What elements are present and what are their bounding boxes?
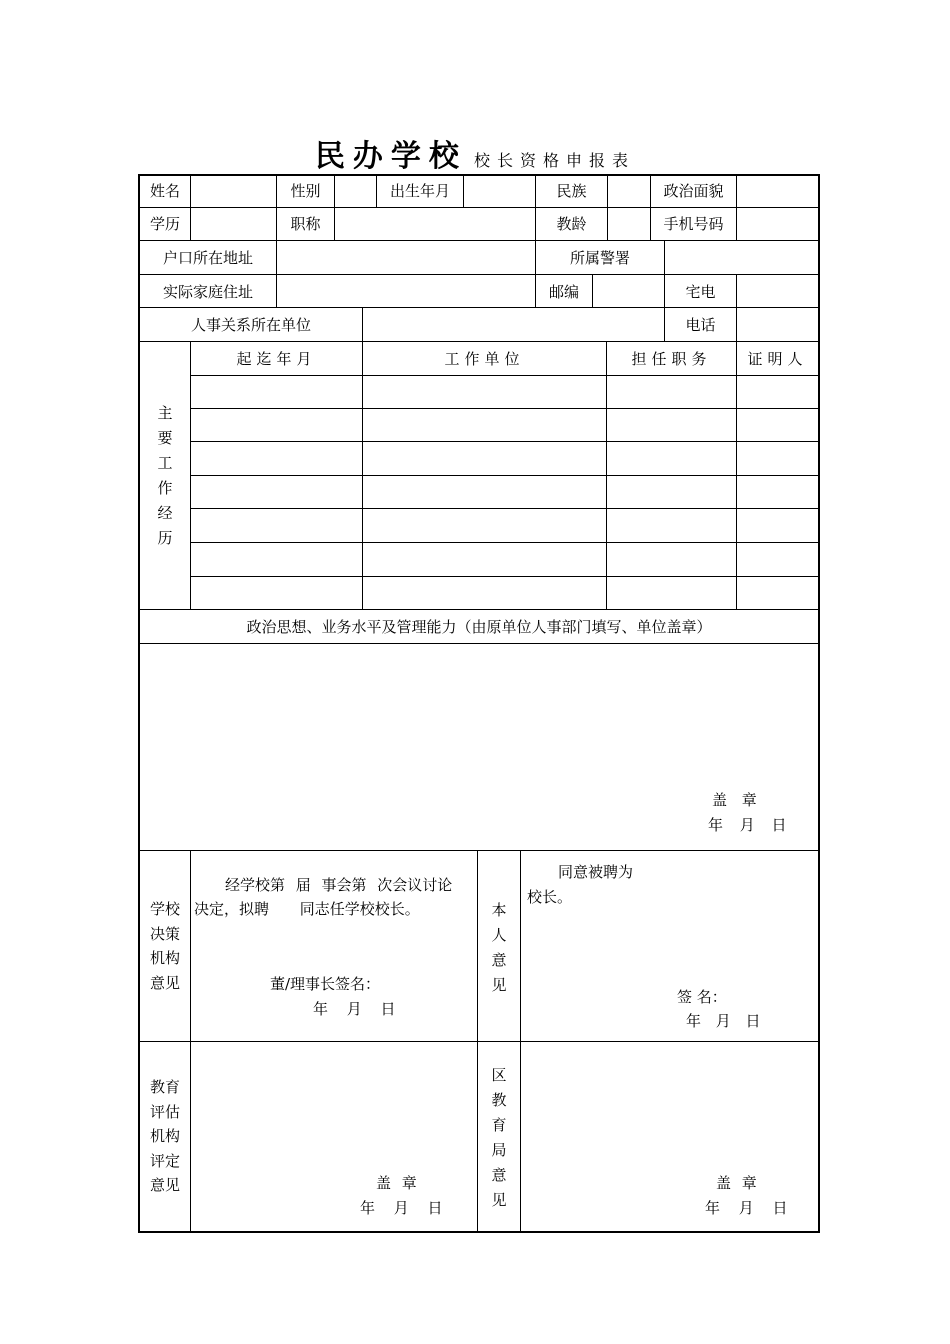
vline bbox=[606, 342, 607, 609]
evaluation-date: 年 月 日 bbox=[360, 1199, 443, 1217]
form-title bbox=[0, 131, 950, 175]
label-title: 职称 bbox=[290, 215, 321, 233]
vline bbox=[362, 308, 363, 341]
label-teaching-years: 教龄 bbox=[556, 215, 587, 233]
title-main: 民办学校 bbox=[314, 139, 467, 174]
label-political: 政治面貌 bbox=[663, 182, 724, 200]
header-witness: 证明人 bbox=[747, 350, 808, 368]
district-bureau-seal: 盖 章 bbox=[716, 1174, 760, 1192]
assessment-seal: 盖 章 bbox=[712, 791, 760, 809]
header-period: 起迄年月 bbox=[236, 350, 317, 368]
decision-line2: 决定，拟聘 同志任学校校长。 bbox=[194, 900, 420, 918]
evaluation-seal: 盖 章 bbox=[376, 1174, 420, 1192]
label-postcode: 邮编 bbox=[548, 283, 579, 301]
border-bottom bbox=[138, 1231, 820, 1233]
hline bbox=[139, 240, 819, 241]
hline bbox=[190, 441, 819, 442]
assessment-header: 政治思想、业务水平及管理能力（由原单位人事部门填写、单位盖章） bbox=[246, 618, 712, 636]
hline bbox=[190, 475, 819, 476]
self-opinion-line2: 校长。 bbox=[527, 888, 573, 906]
decision-signature: 董/理事长签名： bbox=[270, 975, 381, 993]
label-name: 姓名 bbox=[149, 182, 180, 200]
hline bbox=[139, 1041, 819, 1042]
border-top bbox=[138, 174, 820, 176]
label-hukou-address: 户口所在地址 bbox=[162, 249, 253, 267]
hline bbox=[139, 850, 819, 851]
vline bbox=[520, 851, 521, 1231]
hline bbox=[190, 542, 819, 543]
school-decision-side-label: 学校 决策 机构 意见 bbox=[149, 900, 180, 992]
label-mobile: 手机号码 bbox=[663, 215, 724, 233]
hline bbox=[139, 643, 819, 644]
hline bbox=[190, 508, 819, 509]
vline bbox=[477, 851, 478, 1231]
label-home-address: 实际家庭住址 bbox=[162, 283, 253, 301]
decision-date: 年 月 日 bbox=[313, 1000, 396, 1018]
label-education: 学历 bbox=[149, 215, 180, 233]
hline bbox=[190, 576, 819, 577]
assessment-date: 年 月 日 bbox=[708, 816, 787, 834]
label-gender: 性别 bbox=[290, 182, 321, 200]
label-personnel-unit: 人事关系所在单位 bbox=[190, 316, 311, 334]
decision-line1: 经学校第 届 事会第 次会议讨论 bbox=[225, 876, 453, 894]
self-opinion-side-label: 本 人 意 见 bbox=[491, 901, 507, 994]
vline bbox=[190, 342, 191, 609]
vline bbox=[592, 275, 593, 308]
hline bbox=[139, 207, 819, 208]
work-history-side-label: 主 要 工 作 经 历 bbox=[157, 404, 173, 547]
vline bbox=[190, 851, 191, 1231]
self-opinion-line1: 同意被聘为 bbox=[558, 863, 634, 881]
self-opinion-date: 年 月 日 bbox=[686, 1012, 761, 1030]
title-sub: 校长资格申报表 bbox=[474, 151, 636, 170]
label-birth: 出生年月 bbox=[389, 182, 450, 200]
vline bbox=[736, 175, 737, 241]
vline bbox=[736, 342, 737, 609]
evaluation-side-label: 教育 评估 机构 评定 意见 bbox=[149, 1078, 180, 1194]
self-opinion-signature: 签 名： bbox=[677, 988, 727, 1006]
border-right bbox=[818, 174, 820, 1233]
label-ethnicity: 民族 bbox=[556, 182, 587, 200]
district-bureau-side-label: 区 教 育 局 意 见 bbox=[491, 1066, 507, 1209]
vline bbox=[362, 342, 363, 609]
vline bbox=[463, 175, 464, 208]
vline bbox=[334, 175, 335, 241]
label-phone: 电话 bbox=[685, 316, 716, 334]
label-home-phone: 宅电 bbox=[685, 283, 716, 301]
header-position: 担任职务 bbox=[631, 350, 712, 368]
header-unit: 工作单位 bbox=[444, 350, 525, 368]
hline bbox=[139, 307, 819, 308]
vline bbox=[190, 175, 191, 241]
district-bureau-date: 年 月 日 bbox=[705, 1199, 788, 1217]
vline bbox=[736, 275, 737, 341]
hline bbox=[139, 341, 819, 342]
hline bbox=[190, 408, 819, 409]
hline bbox=[139, 609, 819, 610]
hline bbox=[139, 274, 819, 275]
label-police-station: 所属警署 bbox=[569, 249, 630, 267]
vline bbox=[607, 175, 608, 241]
hline bbox=[190, 375, 819, 376]
